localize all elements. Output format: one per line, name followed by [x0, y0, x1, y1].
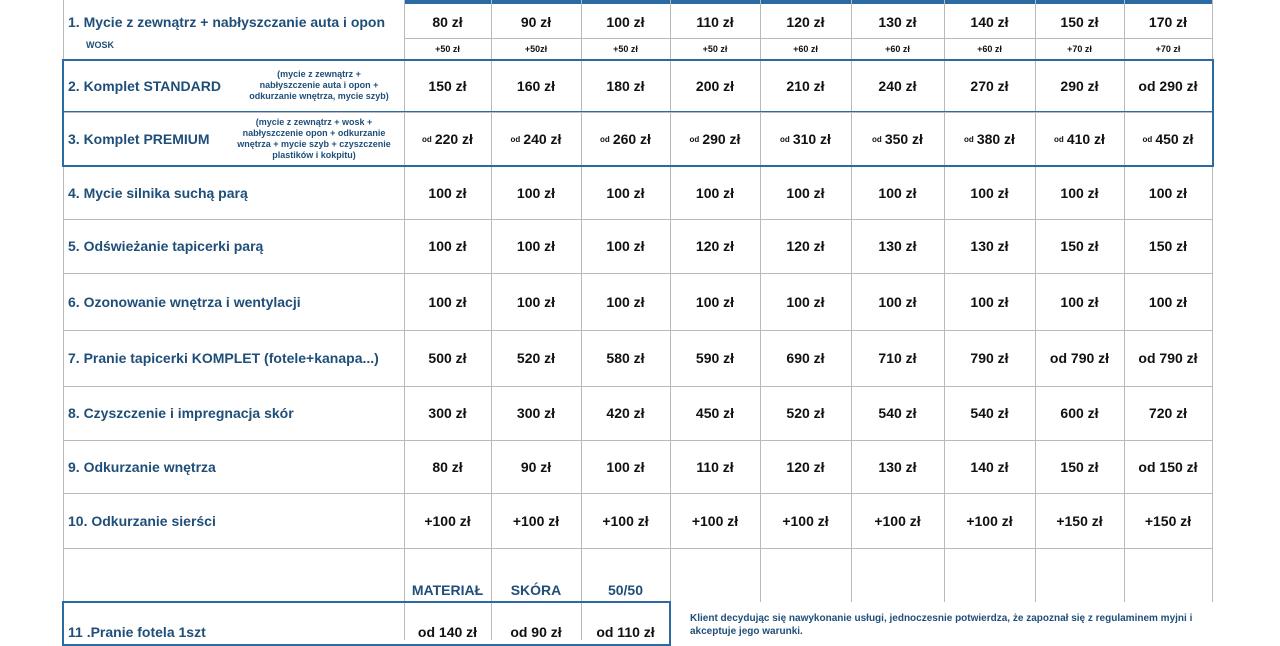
price-cell — [760, 386, 851, 440]
price-cell — [851, 493, 944, 548]
price-value: 100 zł — [428, 293, 467, 310]
price-value: 140 zł — [970, 458, 1009, 475]
price-cell — [404, 59, 491, 112]
price-value: 110 zł — [696, 458, 734, 475]
price-value: 100 zł — [970, 184, 1009, 201]
price-value: +60 zł — [977, 43, 1002, 54]
price-value: 110 zł — [696, 14, 734, 30]
price-cell — [760, 273, 851, 330]
price-value: 90 zł — [520, 458, 552, 475]
price-value: +50 zł — [613, 43, 638, 54]
price-value: 100 zł — [606, 238, 645, 254]
price-value: 150 zł — [1148, 238, 1188, 254]
price-cell — [1035, 112, 1124, 166]
price-value: od 150 zł — [1138, 458, 1198, 475]
price-cell — [491, 440, 581, 493]
price-cell — [404, 273, 491, 330]
fotel-column-header: SKÓRA — [510, 582, 562, 598]
fotel-column-header: 50/50 — [607, 582, 644, 598]
grid-hline — [63, 548, 1213, 549]
price-cell — [1124, 38, 1212, 59]
price-value: +100 zł — [424, 512, 471, 529]
price-cell — [760, 493, 851, 548]
price-cell — [1035, 59, 1124, 112]
price-value: 120 zł — [786, 238, 825, 254]
price-value: 240 zł — [878, 77, 917, 94]
price-cell — [760, 166, 851, 219]
price-value: 100 zł — [695, 184, 735, 201]
service-name: 5. Odświeżanie tapicerki parą — [68, 238, 264, 254]
price-cell — [404, 112, 491, 166]
price-cell — [1124, 330, 1212, 386]
price-cell — [1035, 273, 1124, 330]
price-value: +150 zł — [1056, 512, 1103, 529]
price-value: 100 zł — [428, 238, 467, 254]
price-value: 100 zł — [786, 184, 825, 201]
price-cell — [491, 330, 581, 386]
price-cell — [670, 440, 760, 493]
price-cell — [491, 6, 581, 38]
price-cell — [944, 273, 1035, 330]
price-value: +70 zł — [1067, 43, 1092, 54]
price-value: 100 zł — [606, 458, 645, 475]
price-value: 150 zł — [428, 77, 467, 94]
price-prefix: od — [780, 134, 790, 144]
price-cell — [491, 112, 581, 166]
price-cell — [944, 386, 1035, 440]
price-value: 300 zł — [516, 405, 556, 421]
price-cell — [944, 440, 1035, 493]
price-value: 140 zł — [970, 14, 1009, 30]
price-cell — [1035, 38, 1124, 59]
price-cell — [1035, 330, 1124, 386]
price-cell — [581, 38, 670, 59]
price-cell — [404, 386, 491, 440]
price-value: 540 zł — [970, 405, 1009, 421]
price-cell — [1035, 493, 1124, 548]
price-value: 580 zł — [606, 350, 645, 366]
price-value: 150 zł — [1060, 238, 1099, 254]
grid-hline — [63, 602, 670, 603]
service-note — [228, 112, 400, 166]
price-value: 120 zł — [786, 458, 825, 475]
price-cell — [851, 59, 944, 112]
service-name: 2. Komplet STANDARD — [68, 77, 221, 94]
price-value: 100 zł — [606, 293, 645, 310]
price-value: 450 zł — [1155, 131, 1194, 147]
service-name: 3. Komplet PREMIUM — [68, 131, 210, 147]
price-cell — [760, 440, 851, 493]
price-cell — [851, 38, 944, 59]
price-value: 100 zł — [606, 184, 645, 201]
price-prefix: od — [422, 134, 432, 144]
service-name: 10. Odkurzanie sierści — [68, 512, 216, 529]
price-value: 180 zł — [606, 77, 645, 94]
price-value: 210 zł — [786, 77, 825, 94]
price-value: 130 zł — [970, 238, 1009, 254]
price-cell — [404, 38, 491, 59]
price-cell — [670, 493, 760, 548]
price-value: 270 zł — [970, 77, 1009, 94]
price-cell — [491, 59, 581, 112]
price-cell — [944, 493, 1035, 548]
price-value: 130 zł — [878, 238, 917, 254]
service-name: 6. Ozonowanie wnętrza i wentylacji — [68, 293, 301, 310]
price-cell — [851, 386, 944, 440]
fotel-service-name: 11 .Pranie fotela 1szt — [68, 624, 206, 640]
price-value: +50zł — [524, 43, 548, 54]
price-cell — [491, 219, 581, 273]
price-value: 450 zł — [695, 405, 735, 421]
price-cell — [944, 330, 1035, 386]
price-cell — [1035, 440, 1124, 493]
price-value: 150 zł — [1060, 458, 1099, 475]
price-cell — [760, 330, 851, 386]
price-value: 380 zł — [976, 131, 1015, 147]
price-value: 520 zł — [516, 350, 556, 366]
service-name: 8. Czyszczenie i impregnacja skór — [68, 405, 294, 421]
price-cell — [404, 330, 491, 386]
price-value: 80 zł — [432, 458, 463, 475]
price-value: 120 zł — [695, 238, 735, 254]
price-cell — [851, 219, 944, 273]
price-value: 100 zł — [516, 238, 556, 254]
price-cell — [944, 112, 1035, 166]
price-value: od 790 zł — [1049, 350, 1110, 366]
price-value: 600 zł — [1060, 405, 1099, 421]
price-cell — [1124, 493, 1212, 548]
service-note-text: (mycie z zewnątrz + wosk + nabłyszczenie opon + odkurzanie wnętrza + mycie szyb + czyszczenie plastików i kokpitu) — [237, 117, 391, 160]
price-value: 170 zł — [1148, 14, 1188, 30]
price-cell — [581, 166, 670, 219]
price-value: +100 zł — [512, 512, 560, 529]
price-cell — [1124, 59, 1212, 112]
price-cell — [760, 59, 851, 112]
price-value: 310 zł — [792, 131, 831, 147]
price-value: 80 zł — [432, 14, 463, 30]
fotel-price-cell: od 140 zł — [417, 624, 478, 640]
price-cell — [760, 6, 851, 38]
price-cell — [1124, 219, 1212, 273]
price-value: 130 zł — [878, 14, 917, 30]
price-cell — [404, 440, 491, 493]
price-value: +50 zł — [702, 43, 728, 54]
price-prefix: od — [510, 134, 521, 144]
price-value: 150 zł — [1060, 14, 1099, 30]
price-value: 720 zł — [1148, 405, 1188, 421]
price-cell — [760, 219, 851, 273]
price-cell — [670, 6, 760, 38]
grid-vline — [1212, 0, 1213, 602]
price-cell — [1035, 6, 1124, 38]
price-value: 290 zł — [702, 131, 741, 147]
price-cell — [581, 493, 670, 548]
price-value: +100 zł — [691, 512, 739, 529]
fotel-price-cell: od 110 zł — [596, 624, 655, 640]
price-cell — [944, 219, 1035, 273]
price-value: 710 zł — [878, 350, 917, 366]
price-value: 120 zł — [786, 14, 825, 30]
price-value: 300 zł — [428, 405, 467, 421]
price-value: 350 zł — [884, 131, 923, 147]
price-value: +60 zł — [793, 43, 818, 54]
price-cell — [491, 386, 581, 440]
price-value: 100 zł — [1148, 293, 1188, 310]
price-prefix: od — [689, 134, 700, 144]
price-value: 240 zł — [523, 131, 562, 147]
fotel-price-cell: od 90 zł — [510, 624, 562, 640]
price-cell — [851, 112, 944, 166]
price-value: 100 zł — [878, 184, 917, 201]
price-cell — [1124, 440, 1212, 493]
price-cell — [851, 6, 944, 38]
price-value: +50 zł — [435, 43, 460, 54]
price-cell — [851, 440, 944, 493]
price-cell — [944, 6, 1035, 38]
price-value: 100 zł — [878, 293, 917, 310]
price-value: +60 zł — [885, 43, 910, 54]
price-cell — [670, 112, 760, 166]
price-value: 540 zł — [878, 405, 917, 421]
price-value: 100 zł — [606, 14, 645, 30]
price-cell — [1035, 166, 1124, 219]
price-cell — [581, 219, 670, 273]
price-cell — [851, 330, 944, 386]
price-cell — [1124, 6, 1212, 38]
price-value: 100 zł — [1060, 184, 1099, 201]
price-value: 100 zł — [516, 184, 556, 201]
price-value: 420 zł — [606, 405, 645, 421]
price-cell — [1035, 219, 1124, 273]
price-value: +150 zł — [1144, 512, 1192, 529]
price-cell — [581, 440, 670, 493]
price-value: +100 zł — [602, 512, 649, 529]
price-value: 690 zł — [786, 350, 825, 366]
price-cell — [944, 166, 1035, 219]
price-value: od 790 zł — [1138, 350, 1198, 366]
price-value: 130 zł — [878, 458, 917, 475]
price-value: +100 zł — [874, 512, 921, 529]
price-value: 260 zł — [612, 131, 651, 147]
price-cell — [670, 273, 760, 330]
price-value: 160 zł — [516, 77, 556, 94]
price-cell — [670, 219, 760, 273]
price-cell — [944, 59, 1035, 112]
price-cell — [404, 166, 491, 219]
price-cell — [581, 330, 670, 386]
grid-vline — [63, 0, 64, 640]
price-value: 520 zł — [786, 405, 825, 421]
price-value: 100 zł — [1060, 293, 1099, 310]
price-value: 500 zł — [428, 350, 467, 366]
price-cell — [491, 166, 581, 219]
price-cell — [581, 59, 670, 112]
price-value: 100 zł — [786, 293, 825, 310]
service-name: 1. Mycie z zewnątrz + nabłyszczanie auta i opon — [68, 14, 386, 30]
header-accent-bar — [404, 0, 1212, 4]
service-name: 9. Odkurzanie wnętrza — [68, 458, 216, 475]
price-value: 220 zł — [434, 131, 473, 147]
price-prefix: od — [1142, 134, 1153, 144]
price-cell — [670, 38, 760, 59]
price-cell — [1124, 112, 1212, 166]
price-value: 790 zł — [970, 350, 1009, 366]
service-name: 7. Pranie tapicerki KOMPLET (fotele+kanapa...) — [68, 350, 379, 366]
price-cell — [1124, 386, 1212, 440]
price-cell — [1035, 386, 1124, 440]
price-cell — [851, 166, 944, 219]
price-value: +100 zł — [966, 512, 1013, 529]
price-cell — [491, 273, 581, 330]
price-value: +100 zł — [782, 512, 829, 529]
price-value: 590 zł — [695, 350, 735, 366]
price-value: 100 zł — [1148, 184, 1188, 201]
price-value: 100 zł — [695, 293, 735, 310]
price-cell — [670, 330, 760, 386]
price-cell — [491, 493, 581, 548]
price-cell — [404, 6, 491, 38]
price-cell — [851, 273, 944, 330]
price-cell — [581, 386, 670, 440]
price-cell — [404, 219, 491, 273]
wosk-label: WOSK — [86, 40, 114, 50]
terms-note: Klient decydując się nawykonanie usługi, jednoczesnie potwierdza, że zapoznał się z regulaminem myjni i akceptuje jego warunki. — [690, 613, 1193, 637]
price-prefix: od — [964, 134, 974, 144]
price-value: 100 zł — [428, 184, 467, 201]
price-value: od 290 zł — [1138, 77, 1198, 94]
price-cell — [760, 112, 851, 166]
price-value: 290 zł — [1060, 77, 1099, 94]
price-value: 200 zł — [695, 77, 735, 94]
price-cell — [670, 59, 760, 112]
price-cell — [944, 38, 1035, 59]
price-cell — [1124, 273, 1212, 330]
price-value: 100 zł — [970, 293, 1009, 310]
highlight-divider — [62, 111, 1214, 112]
price-prefix: od — [1054, 134, 1064, 144]
price-value: 410 zł — [1066, 131, 1105, 147]
price-cell — [581, 273, 670, 330]
service-note-text: (mycie z zewnątrz + nabłyszczenie auta i opon + odkurzanie wnętrza, mycie szyb) — [249, 69, 389, 101]
price-cell — [670, 386, 760, 440]
price-prefix: od — [872, 134, 882, 144]
price-cell — [581, 6, 670, 38]
fotel-column-header: MATERIAŁ — [411, 582, 484, 598]
price-value: 100 zł — [516, 293, 556, 310]
price-cell — [670, 166, 760, 219]
price-cell — [760, 38, 851, 59]
service-note — [238, 59, 400, 112]
price-value: 90 zł — [520, 14, 552, 30]
price-cell — [1124, 166, 1212, 219]
price-cell — [404, 493, 491, 548]
service-name: 4. Mycie silnika suchą parą — [68, 184, 248, 201]
price-cell — [491, 38, 581, 59]
price-cell — [581, 112, 670, 166]
price-value: +70 zł — [1155, 43, 1181, 54]
price-prefix: od — [600, 134, 610, 144]
